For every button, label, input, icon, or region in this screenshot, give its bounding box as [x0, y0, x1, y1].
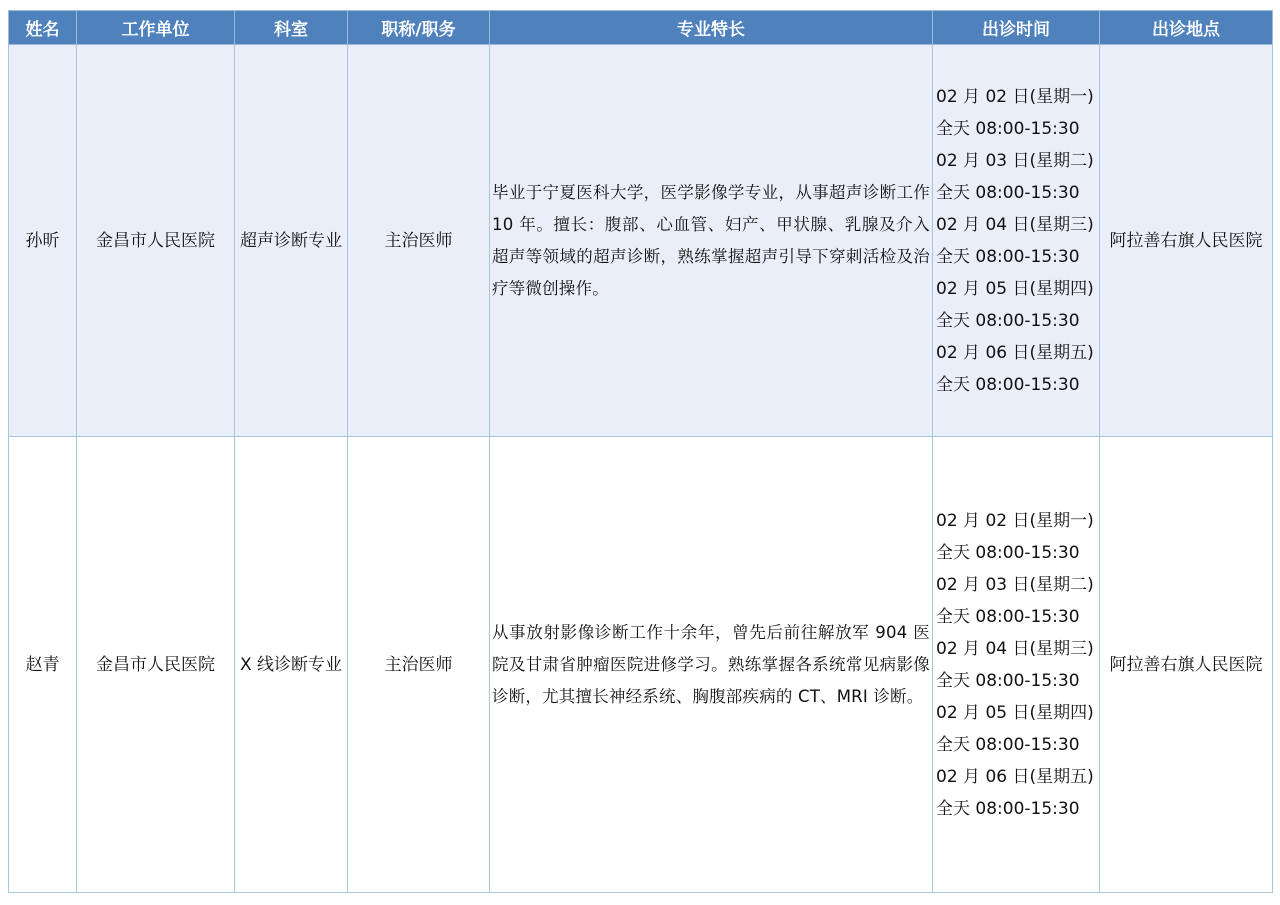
- cell-clinic-times: [933, 45, 1100, 437]
- clinic-date: 02 月 05 日(星期四): [936, 702, 1094, 723]
- clinic-hours: 全天 08:00-15:30: [936, 542, 1080, 563]
- clinic-hours: 全天 08:00-15:30: [936, 310, 1080, 331]
- clinic-hours: 全天 08:00-15:30: [936, 670, 1080, 691]
- clinic-hours: 全天 08:00-15:30: [936, 606, 1080, 627]
- cell-location: 阿拉善右旗人民医院: [1100, 45, 1273, 437]
- clinic-date: 02 月 02 日(星期一): [936, 86, 1094, 107]
- header-department: 科室: [235, 11, 348, 45]
- header-clinic-location: 出诊地点: [1100, 11, 1273, 45]
- clinic-date: 02 月 02 日(星期一): [936, 510, 1094, 531]
- clinic-hours: 全天 08:00-15:30: [936, 798, 1080, 819]
- cell-department: 超声诊断专业: [235, 45, 348, 437]
- cell-title: 主治医师: [348, 437, 490, 893]
- cell-clinic-times: [933, 437, 1100, 893]
- clinic-hours: 全天 08:00-15:30: [936, 374, 1080, 395]
- header-workplace: 工作单位: [77, 11, 235, 45]
- cell-workplace: 金昌市人民医院: [77, 437, 235, 893]
- table-row: [9, 437, 1273, 893]
- clinic-hours: 全天 08:00-15:30: [936, 246, 1080, 267]
- table-row: [9, 45, 1273, 437]
- clinic-hours: 全天 08:00-15:30: [936, 734, 1080, 755]
- cell-workplace: 金昌市人民医院: [77, 45, 235, 437]
- clinic-date: 02 月 03 日(星期二): [936, 150, 1094, 171]
- clinic-date: 02 月 06 日(星期五): [936, 342, 1094, 363]
- header-specialty: 专业特长: [490, 11, 933, 45]
- cell-title: 主治医师: [348, 45, 490, 437]
- header-row: [9, 11, 1273, 45]
- header-name: 姓名: [9, 11, 77, 45]
- clinic-hours: 全天 08:00-15:30: [936, 118, 1080, 139]
- clinic-date: 02 月 04 日(星期三): [936, 638, 1094, 659]
- cell-location: 阿拉善右旗人民医院: [1100, 437, 1273, 893]
- header-clinic-time: 出诊时间: [933, 11, 1100, 45]
- clinic-hours: 全天 08:00-15:30: [936, 182, 1080, 203]
- cell-specialty: 从事放射影像诊断工作十余年，曾先后前往解放军 904 医院及甘肃省肿瘤医院进修学习。熟练掌握各系统常见病影像诊断，尤其擅长神经系统、胸腹部疾病的 CT、MRI 诊断。: [490, 437, 933, 893]
- cell-department: X 线诊断专业: [235, 437, 348, 893]
- cell-name: 赵青: [9, 437, 77, 893]
- clinic-date: 02 月 03 日(星期二): [936, 574, 1094, 595]
- clinic-date: 02 月 05 日(星期四): [936, 278, 1094, 299]
- clinic-date: 02 月 06 日(星期五): [936, 766, 1094, 787]
- clinic-date: 02 月 04 日(星期三): [936, 214, 1094, 235]
- doctor-schedule-table: [8, 10, 1273, 893]
- cell-name: 孙昕: [9, 45, 77, 437]
- cell-specialty: 毕业于宁夏医科大学，医学影像学专业，从事超声诊断工作 10 年。擅长：腹部、心血管、妇产、甲状腺、乳腺及介入超声等领域的超声诊断，熟练掌握超声引导下穿刺活检及治疗等微创操作。: [490, 45, 933, 437]
- header-title: 职称/职务: [348, 11, 490, 45]
